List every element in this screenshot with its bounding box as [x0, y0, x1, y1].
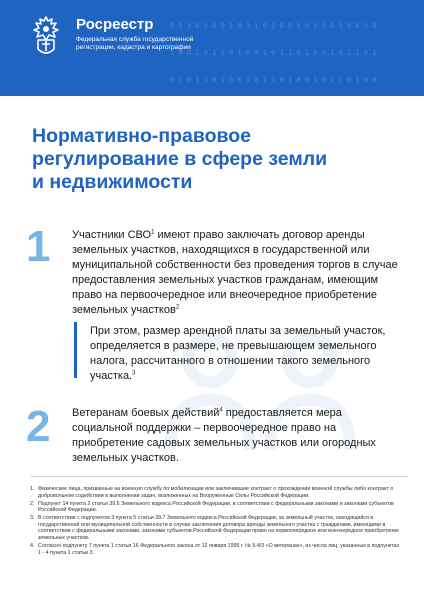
quote-text: При этом, размер арендной платы за земельный участок, определяется в размере, не превышающем земельного налога, рассчитанного в отношении такого земельного участка.: [90, 325, 386, 382]
footnote-ref: 3: [132, 370, 136, 377]
footnote-number: 1.: [30, 486, 35, 492]
footnote-number: 3.: [30, 515, 35, 522]
item-number: 1: [26, 222, 51, 271]
footnote-text: В соответствии с подпунктом 3 пункта 5 статьи 39.7 Земельного кодекса Российской Федерации, за земельный участок, находящийся в государственной или муниципальной собственности в случае заключения договора аренды земельного участка с гражданами, имеющими в соответствии с федеральными законами, законами субъектов Российской Федерации право на первоочередное или внеочередное приобретение земельных участков.: [38, 515, 400, 541]
item-1-text-before: Участники СВО: [72, 229, 152, 241]
footnote-ref: 4: [219, 407, 223, 414]
footnote-text: Подпункт 14 пункта 2 статьи 39.6 Земельного кодекса Российской Федерации, в соответствии с федеральными законами и законами субъектов Российской Федерации.: [38, 500, 394, 514]
item-1-quote: [90, 324, 390, 384]
brand-name: Росреестр: [76, 16, 154, 33]
header-banner: [0, 0, 424, 96]
binary-row: 1 0 0 1 0 1 1 0 1 0 0 1 0 1 1 0 1 0 0 1 0 1 1 0 1: [170, 49, 377, 57]
footnote-number: 4.: [30, 542, 35, 549]
quote-bar: [74, 322, 77, 378]
binary-pattern: [170, 4, 420, 96]
item-1-text-after: имеют право заключать договор аренды земельных участков, находящихся в государственной или муниципальной собственности без проведения торгов в случае предоставления земельных участков гражданам, имеющим право на первоочередное или внеочередное приобретение земельных участков: [72, 229, 398, 316]
item-1-text: [72, 228, 404, 318]
agency-name: Федеральная служба государственной регистрации, кадастра и картографии: [76, 36, 194, 52]
item-2-text-before: Ветеранам боевых действий: [72, 407, 220, 419]
footnote-ref: 2: [175, 304, 180, 311]
footnote-text: Физические лица, призванные на военную службу по мобилизации или заключившие контракт о прохождении военной службы либо контракт о добровольном содействии в выполнении задач, возложенных на Вооруженные Силы Российской Федерации.: [38, 486, 394, 499]
item-number: 2: [26, 402, 51, 451]
page-title: Нормативно-правовое регулирование в сфере земли и недвижимости: [32, 125, 328, 193]
item-2-text-after: предоставляется мера социальной поддержки – первоочередное право на приобретение садовых земельных участков или огородных земельных участков.: [72, 407, 376, 464]
footnotes-list: [30, 486, 400, 558]
footnote-ref: 1: [151, 229, 155, 236]
rosreestr-emblem-icon: [29, 13, 63, 59]
footnote-text: Согласно подпункту 7 пункта 1 статьи 16 Федерального закона от 12 января 1995 г. № 5-ФЗ «О ветеранах», из числа лиц, указанных в подпунктах 1 - 4 пункта 1 статьи 3.: [38, 542, 400, 556]
footnote-item: [30, 543, 400, 556]
footnote-number: 2.: [30, 500, 35, 507]
binary-row: 0 1 1 0 1 0 0 1 0 1 1 0 1 0 0 1 0 1 1 0 1 0 0 1 0: [170, 22, 377, 30]
footnote-item: [30, 486, 400, 499]
footnote-item: [30, 501, 400, 514]
footnote-item: [30, 515, 400, 541]
item-2-text: [72, 406, 392, 466]
binary-row: 0 1 0 1 1 0 1 0 0 1 0 1 1 0 1 0 0 1 0 1 1 0 1 0 0: [170, 76, 377, 84]
footnotes-divider: [30, 476, 408, 477]
